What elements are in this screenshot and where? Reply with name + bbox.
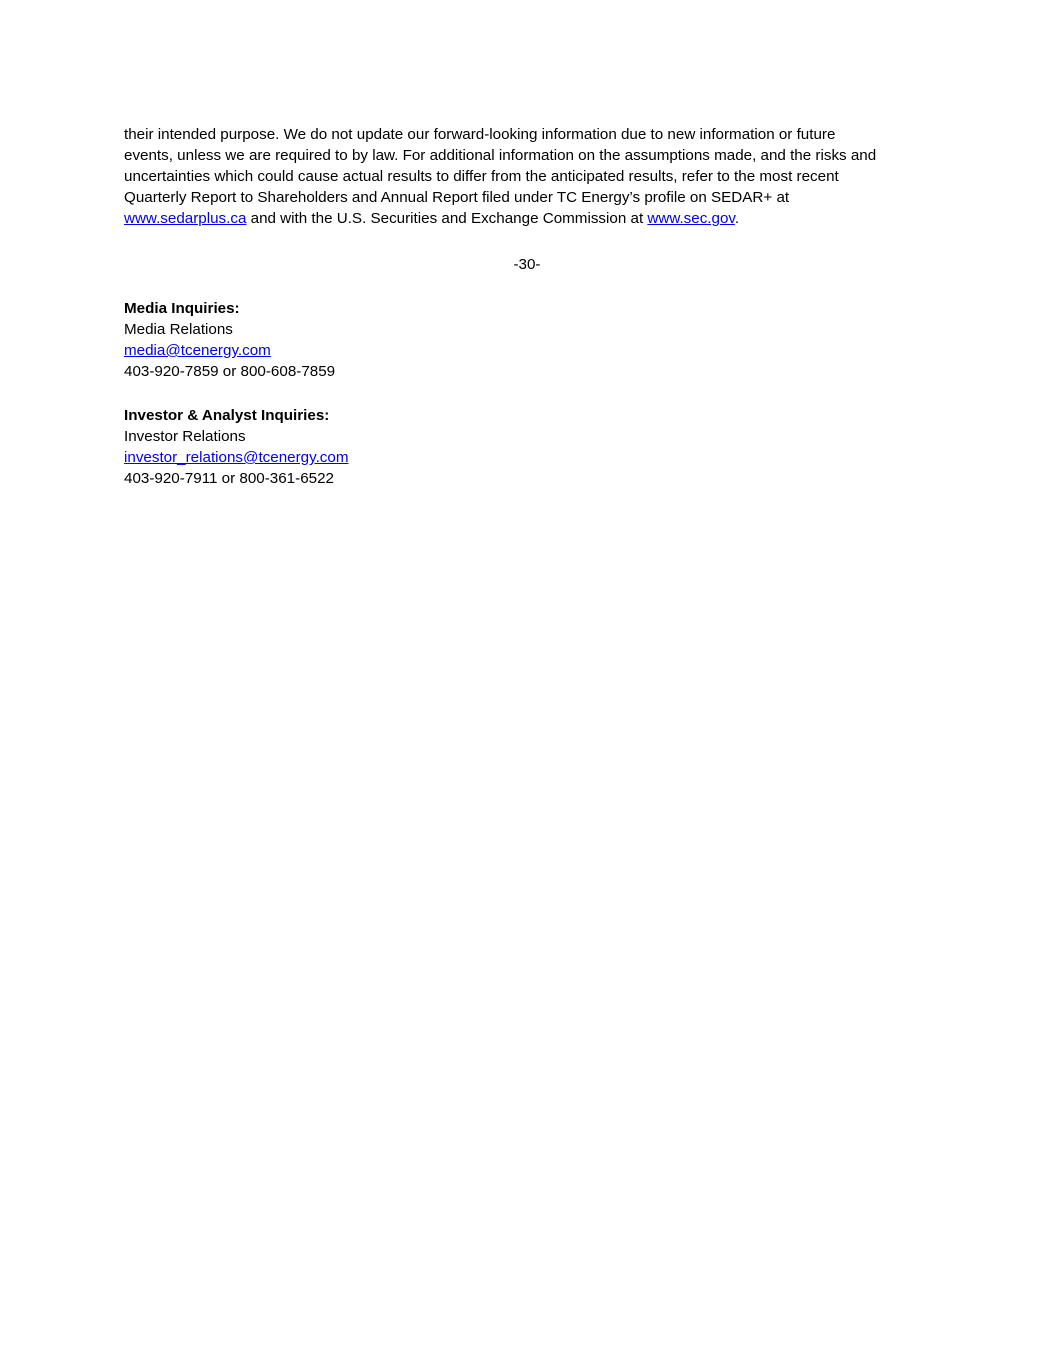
paragraph-text: and with the U.S. Securities and Exchange Commission at: [246, 210, 648, 227]
media-inquiries-heading: Media Inquiries:: [124, 300, 240, 317]
document-page: [124, 124, 924, 487]
sec-gov-link[interactable]: www.sec.gov: [647, 210, 735, 227]
end-of-release-mark: -30-: [513, 256, 541, 273]
sedarplus-link[interactable]: www.sedarplus.ca: [124, 210, 247, 227]
paragraph-line: uncertainties which could cause actual results to differ from the anticipated results, refer to the most recent: [124, 168, 839, 185]
paragraph-line: their intended purpose. We do not update our forward-looking information due to new information or future: [124, 126, 836, 143]
media-email-link[interactable]: media@tcenergy.com: [124, 342, 271, 359]
forward-looking-paragraph: [124, 124, 924, 229]
paragraph-last-line: [124, 208, 924, 229]
media-relations-label: Media Relations: [124, 321, 233, 338]
investor-phone: 403-920-7911 or 800-361-6522: [124, 470, 334, 487]
media-inquiries-block: [124, 298, 335, 382]
investor-relations-label: Investor Relations: [124, 428, 246, 445]
paragraph-line: events, unless we are required to by law. For additional information on the assumptions made, and the risks and: [124, 147, 877, 164]
paragraph-period: .: [734, 210, 740, 227]
investor-email-link[interactable]: investor_relations@tcenergy.com: [124, 449, 349, 466]
paragraph-line: Quarterly Report to Shareholders and Annual Report filed under TC Energy’s profile on SEDAR+ at: [124, 189, 790, 206]
investor-inquiries-heading: Investor & Analyst Inquiries:: [124, 407, 330, 424]
investor-inquiries-block: [124, 405, 348, 489]
media-phone: 403-920-7859 or 800-608-7859: [124, 363, 336, 380]
